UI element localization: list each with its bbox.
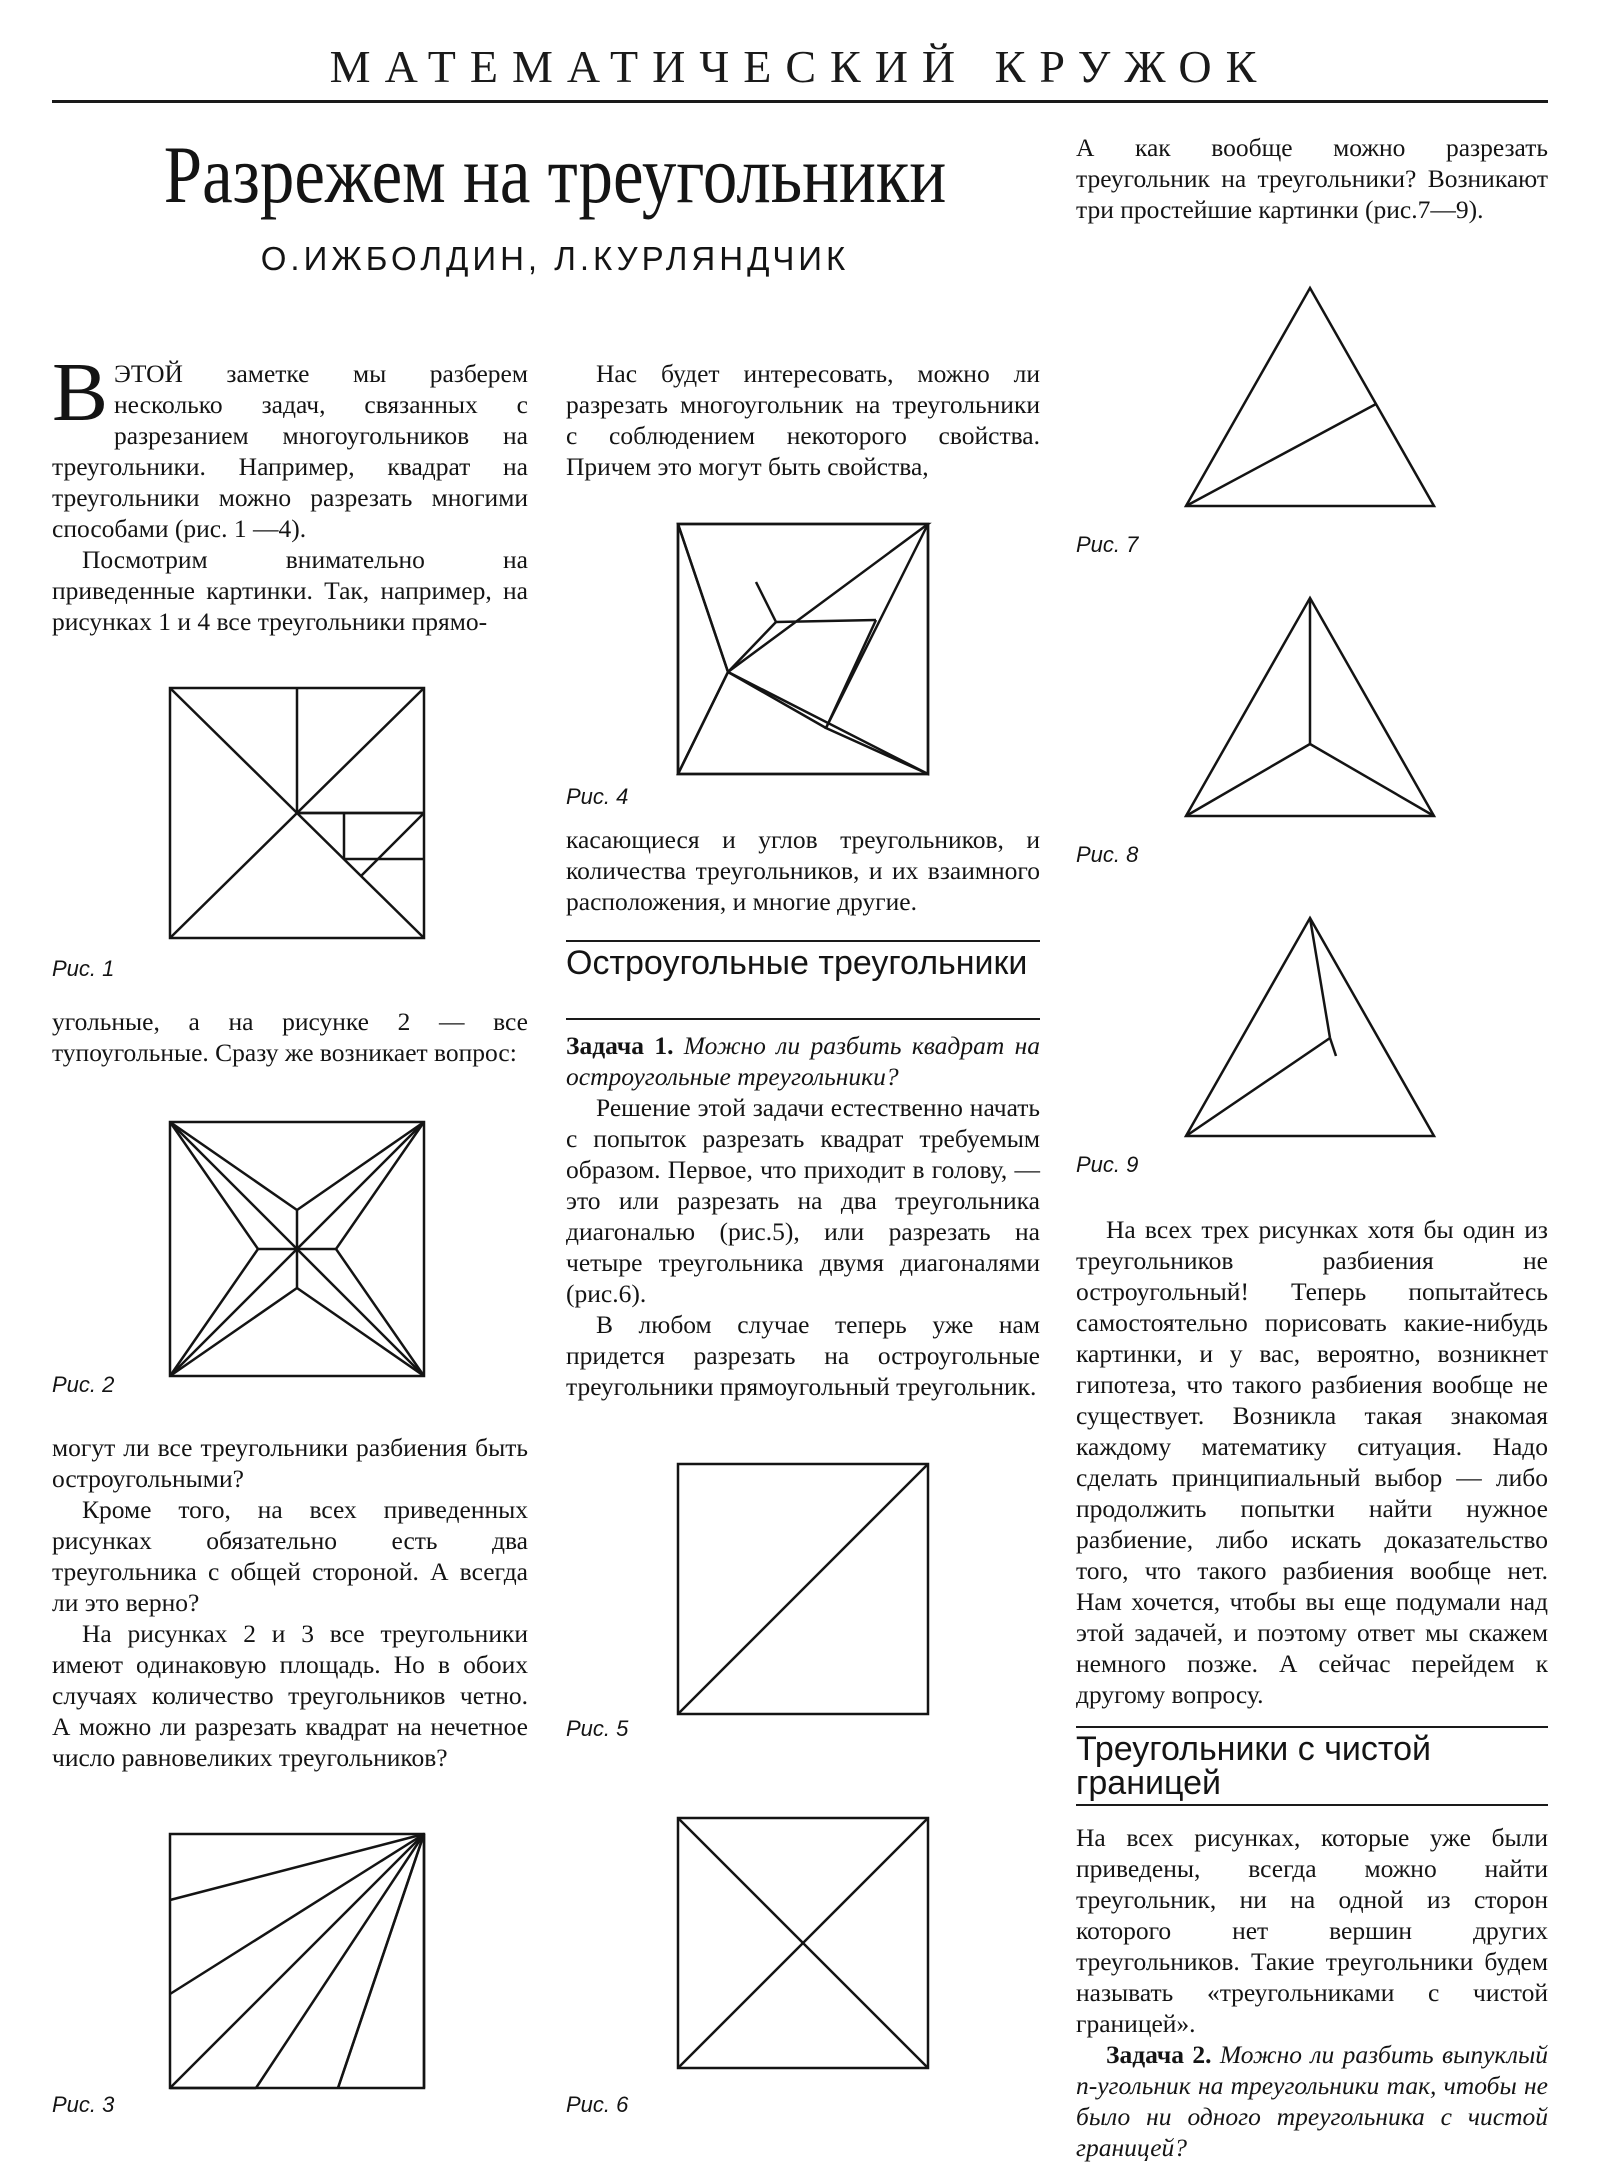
section-header: МАТЕМАТИЧЕСКИЙ КРУЖОК [329,41,1271,92]
col2-block3 [566,1030,1040,1402]
paragraph: На рисунках 2 и 3 все треугольники имеют одинаковую площадь. Но в обоих случаях количество треугольников четно. А можно ли разрезать квадрат на нечетное число равновеликих треугольников? [52,1619,528,1772]
cut-line [170,1834,424,1994]
col2-block1 [566,358,1040,482]
paragraph: касающиеся и углов треугольников, и количества треугольников, и их взаимного расположения, и многие другие. [566,825,1040,916]
paragraph: могут ли все треугольники разбиения быть остроугольными? [52,1433,528,1493]
col1-block2 [52,1006,528,1068]
col1-block3 [52,1432,528,1773]
col3-block3 [1076,1822,1548,2163]
task2-text: Можно ли разбить выпуклый n-угольник на треугольники так, чтобы не было ни одного треугольника с чистой границей? [1076,2040,1548,2162]
section-title-acute: Остроугольные треугольники [566,944,1028,982]
paragraph: Кроме того, на всех приведенных рисунках обязательно есть два треугольника с общей стороной. А всегда ли это верно? [52,1495,528,1617]
triangle [678,524,728,774]
cut-line [728,622,776,672]
triangle [678,672,928,774]
figure-6 [676,1816,932,2072]
article-title: Разрежем на треугольники [163,129,947,220]
drop-cap: В [52,346,109,439]
diagonal [678,1464,928,1714]
figure-1 [168,686,428,944]
paragraph: На всех рисунках, которые уже были приведены, всегда можно найти треугольник, ни на одной из сторон которого нет вершин других треугольников. Такие треугольники будем называть «треугольниками с чистой границей». [1076,1823,1548,2038]
task1-text: Можно ли разбить квадрат на остроугольные треугольники? [566,1031,1040,1091]
cut-line [776,620,876,622]
caption-fig6: Рис. 6 [566,2092,629,2117]
figure-9 [1182,914,1438,1140]
caption-fig3: Рис. 3 [52,2092,115,2117]
cut-line [338,1834,424,2088]
section-rule [1076,1726,1548,1728]
figure-7 [1182,284,1438,510]
cut-line [826,620,876,728]
square [678,524,928,774]
section-rule [566,940,1040,942]
paragraph: На всех трех рисунках хотя бы один из треугольников разбиения не остроугольный! Теперь попытайтесь самостоятельно порисовать какие-нибудь картинки, и у вас, вероятно, возникнет гипотеза, что такого разбиения вообще не существует. Возникла такая знакомая каждому математику ситуация. Надо сделать принципиальный выбор — либо продолжить попытки найти нужное разбиение, либо искать доказательство того, что такого разбиения вообще нет. Нам хочется, чтобы вы еще подумали над этой задачей, и поэтому ответ мы скажем немного позже. А сейчас перейдем к другому вопросу. [1076,1215,1548,1709]
cut-line [756,582,776,622]
paragraph: Нас будет интересовать, можно ли разрезать многоугольник на треугольники с соблюдением некоторого свойства. Причем это могут быть свойства, [566,359,1040,481]
cut-line [1310,744,1434,816]
cut-line [1186,744,1310,816]
col1-intro [52,346,528,637]
section-rule [566,1018,1040,1020]
paragraph: В любом случае теперь уже нам придется разрезать на остроугольные треугольники прямоугольный треугольник. [566,1310,1040,1401]
caption-fig7: Рис. 7 [1076,532,1139,557]
caption-fig4: Рис. 4 [566,784,629,809]
caption-fig1: Рис. 1 [52,956,115,981]
header-rule [52,100,1548,103]
paragraph: Решение этой задачи естественно начать с попыток разрезать квадрат требуемым образом. Первое, что приходит в голову, — это или разрезать на два треугольника диагональю (рис.5), или разрезать на четыре треугольника двумя диагоналями (рис.6). [566,1093,1040,1308]
cut-line [1186,1038,1330,1136]
cut-line [361,813,424,876]
article-authors: О.ИЖБОЛДИН, Л.КУРЛЯНДЧИК [260,240,850,277]
cut-line [170,1834,424,2088]
triangle [1186,288,1434,506]
caption-fig9: Рис. 9 [1076,1152,1139,1177]
task2-label: Задача 2. [1106,2040,1212,2069]
col3-block2 [1076,1214,1548,1710]
caption-fig2: Рис. 2 [52,1372,115,1397]
figure-2 [168,1120,428,1380]
task1-label: Задача 1. [566,1031,674,1060]
paragraph: угольные, а на рисунке 2 — все тупоугольные. Сразу же возникает вопрос: [52,1007,528,1067]
caption-fig8: Рис. 8 [1076,842,1139,867]
section-title-clean-boundary: Треугольники с чистой границей [1076,1730,1431,1802]
figure-3 [168,1832,428,2092]
section-rule [1076,1804,1548,1806]
triangle [1186,918,1434,1136]
col2-block2 [566,824,1040,917]
col3-block1 [1076,132,1548,225]
caption-fig5: Рис. 5 [566,1716,629,1741]
figure-8 [1182,594,1438,820]
figure-5 [676,1462,932,1718]
cut-line [1330,1038,1336,1056]
figure-4 [676,522,932,778]
paragraph: А как вообще можно разрезать треугольник на треугольники? Возникают три простейшие картинки (рис.7—9). [1076,133,1548,224]
intro-text: ЭТОЙ заметке мы разберем несколько задач, связанных с разрезанием многоугольников на треугольники. Например, квадрат на треугольники можно разрезать многими способами (рис. 1 —4). [52,359,528,543]
cut-line [728,672,826,728]
paragraph: Посмотрим внимательно на приведенные картинки. Так, например, на рисунках 1 и 4 все треугольники прямо- [52,545,528,636]
